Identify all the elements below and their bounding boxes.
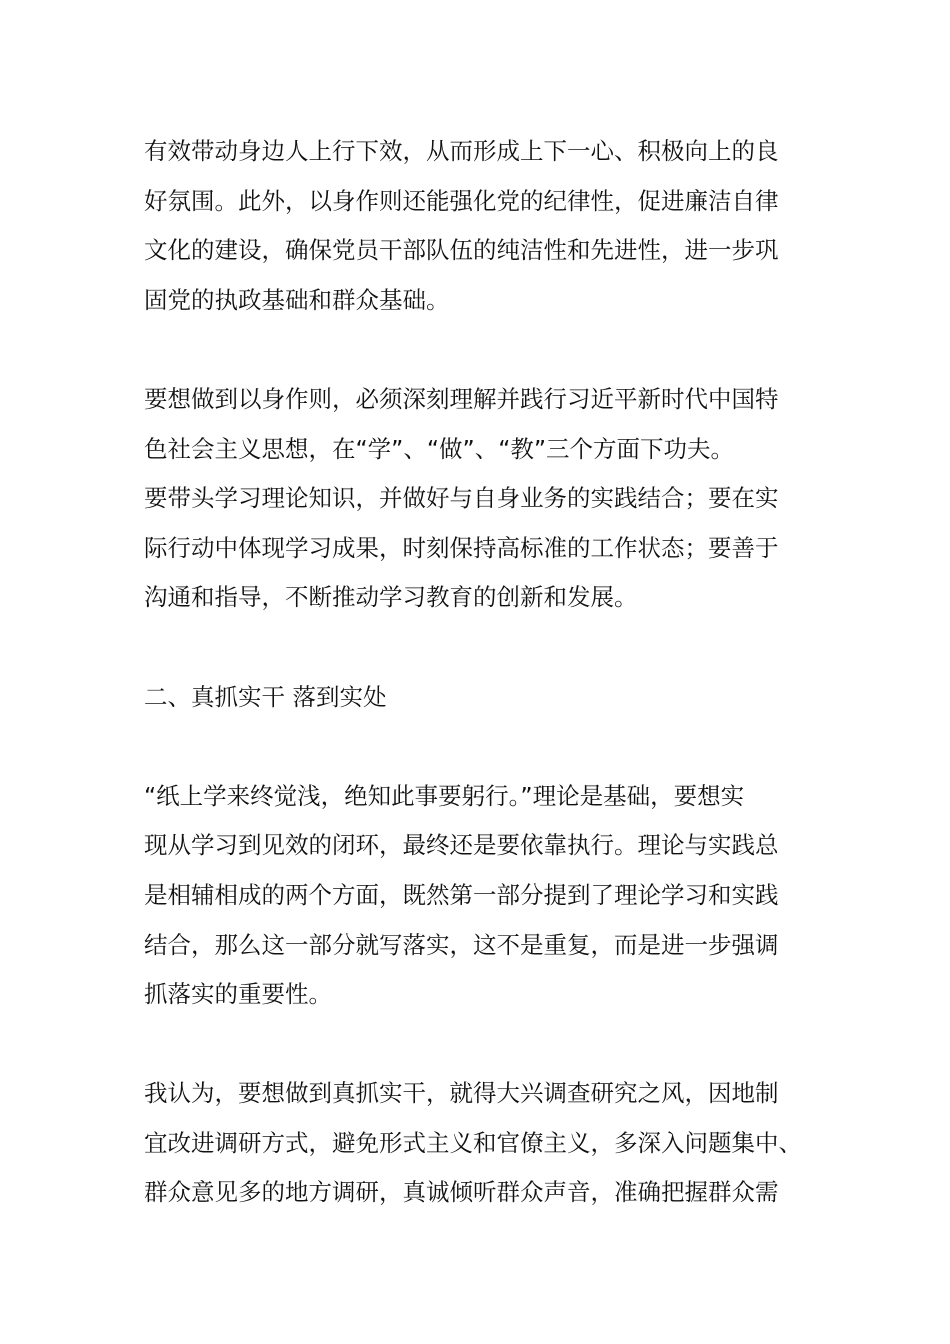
text-line: 宜改进调研方式，避免形式主义和官僚主义，多深入问题集中、 xyxy=(144,1128,802,1157)
paragraph-spacer xyxy=(144,722,814,772)
paragraph-spacer xyxy=(144,1020,814,1070)
text-line: 要带头学习理论知识，并做好与自身业务的实践结合；要在实 xyxy=(144,484,779,513)
section-heading-block xyxy=(144,673,814,723)
text-line: 我认为，要想做到真抓实干，就得大兴调查研究之风，因地制 xyxy=(144,1079,779,1108)
text-line: 沟通和指导，不断推动学习教育的创新和发展。 xyxy=(144,583,638,612)
paragraph-1 xyxy=(144,127,814,325)
text-line: 固党的执政基础和群众基础。 xyxy=(144,285,450,314)
paragraph-spacer xyxy=(144,325,814,375)
text-line: 是相辅相成的两个方面，既然第一部分提到了理论学习和实践 xyxy=(144,880,779,909)
text-line: 文化的建设，确保党员干部队伍的纯洁性和先进性，进一步巩 xyxy=(144,236,779,265)
text-line: 群众意见多的地方调研，真诚倾听群众声音，准确把握群众需 xyxy=(144,1178,779,1207)
section-heading: 二、真抓实干 落到实处 xyxy=(144,682,387,711)
text-line: 要想做到以身作则，必须深刻理解并践行习近平新时代中国特 xyxy=(144,384,779,413)
paragraph-3 xyxy=(144,772,814,1020)
paragraph-2 xyxy=(144,375,814,623)
text-line: 色社会主义思想，在“学”、“做”、“教”三个方面下功夫。 xyxy=(144,434,735,463)
paragraph-spacer xyxy=(144,623,814,673)
paragraph-4 xyxy=(144,1069,814,1218)
text-line: 结合，那么这一部分就写落实，这不是重复，而是进一步强调 xyxy=(144,930,779,959)
text-line: 好氛围。此外，以身作则还能强化党的纪律性，促进廉洁自律 xyxy=(144,186,779,215)
text-line: 现从学习到见效的闭环，最终还是要依靠执行。理论与实践总 xyxy=(144,831,779,860)
text-line: 际行动中体现学习成果，时刻保持高标准的工作状态；要善于 xyxy=(144,533,779,562)
text-line: “纸上学来终觉浅，绝知此事要躬行。”理论是基础，要想实 xyxy=(144,781,745,810)
text-line: 抓落实的重要性。 xyxy=(144,980,332,1009)
document-body xyxy=(144,127,814,1218)
text-line: 有效带动身边人上行下效，从而形成上下一心、积极向上的良 xyxy=(144,137,779,165)
